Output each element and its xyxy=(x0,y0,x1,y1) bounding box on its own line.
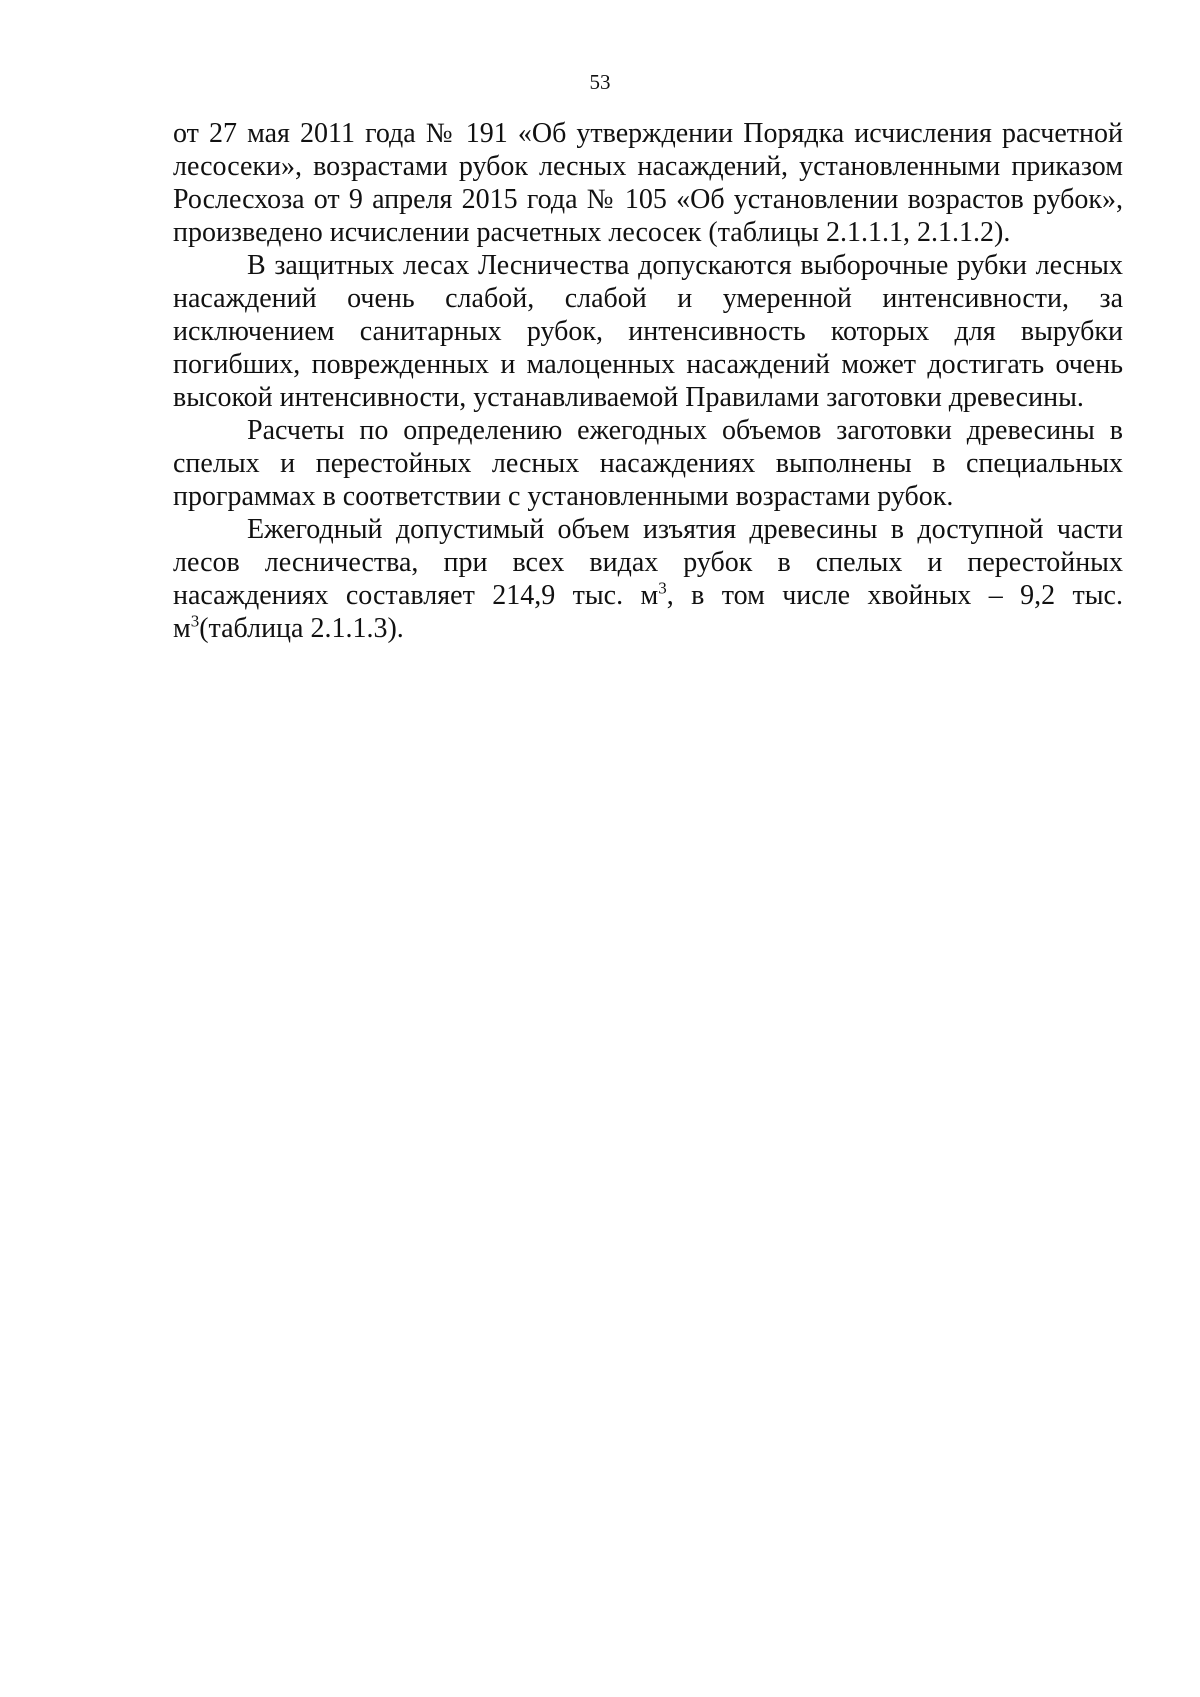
page-number: 53 xyxy=(589,70,611,94)
cubic-superscript: 3 xyxy=(658,578,667,598)
table-reference: (таблица 2.1.1.3). xyxy=(199,613,404,644)
paragraph-protective-forests: В защитных лесах Лесничества допускаются выборочные рубки лесных насаждений очень слабой, слабой и умеренной интенсивности, за исключением санитарных рубок, интенсивность которых для вырубки погибших, поврежденных и малоценных насаждений может достигать очень высокой интенсивности, устанавливаемой Правилами заготовки древесины. xyxy=(173,250,1123,413)
paragraph-calculation-method: от 27 мая 2011 года № 191 «Об утверждении Порядка исчисления расчетной лесосеки», возрастами рубок лесных насаждений, установленными приказом Рослесхоза от 9 апреля 2015 года № 105 «Об установлении возрастов рубок», произведено исчислении расчетных лесосек (таблицы 2.1.1.1, 2.1.1.2). xyxy=(173,118,1123,248)
cubic-superscript: 3 xyxy=(190,611,200,631)
paragraph-annual-volume xyxy=(173,513,1123,645)
annual-volume-text: Ежегодный допустимый объем изъятия древесины в доступной части лесов лесничества, при всех видах рубок в спелых и перестойных насаждениях составляет 214,9 тыс. м xyxy=(173,514,1123,611)
conifer-volume-text: , в том числе хвойных – 9,2 тыс. м xyxy=(173,580,1123,644)
body-text xyxy=(173,117,1123,645)
paragraph-calculations: Расчеты по определению ежегодных объемов заготовки древесины в спелых и перестойных лесных насаждениях выполнены в специальных программах в соответствии с установленными возрастами рубок. xyxy=(173,415,1123,512)
